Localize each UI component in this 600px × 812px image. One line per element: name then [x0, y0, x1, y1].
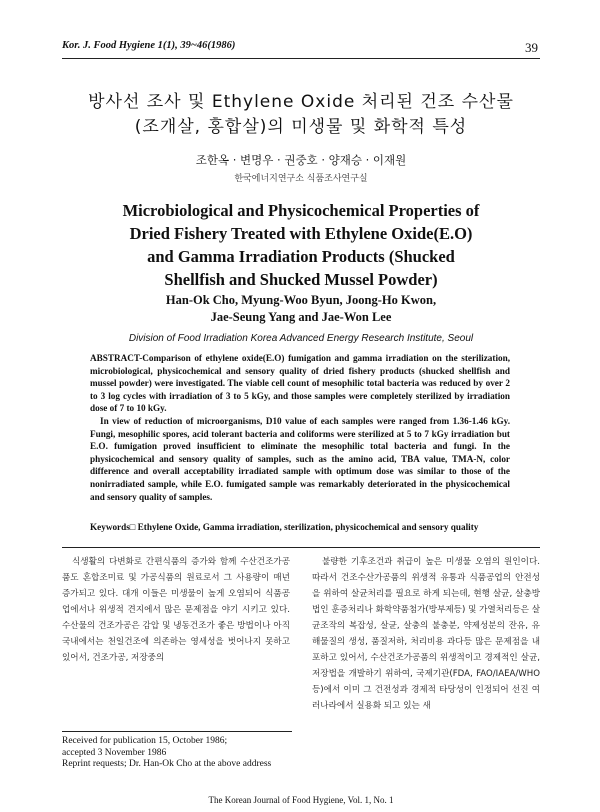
received-line: Received for publication 15, October 1986;: [62, 736, 228, 746]
english-authors-line: Han-Ok Cho, Myung-Woo Byun, Joong-Ho Kwon,: [165, 293, 437, 307]
english-authors-line: Jae-Seung Yang and Jae-Won Lee: [210, 310, 392, 324]
body-paragraph: 식생활의 다변화로 간편식품의 증가와 함께 수산건조가공품도 혼합조미료 및 가공식품의 원료로서 그 사용량이 매년 증가되고 있다. 대개 이들은 미생물이 높게 오염되어 식품공업에서나 위생적 견지에서 많은 문제점을 야기 시키고 있다. 수산물의 건조가공은 감압 및 냉동건조가 좋은 방법이나 아직 국내에서는 천일건조에 의존하는 영세성을 벗어나지 못하고 있어서, 건조가공, 저장중의: [62, 557, 290, 663]
received-line: accepted 3 November 1986: [62, 747, 167, 758]
english-title-line: Microbiological and Physicochemical Properties of: [122, 201, 480, 220]
page-footer: The Korean Journal of Food Hygiene, Vol. 1, No. 1: [208, 795, 394, 805]
body-paragraph: 불량한 기후조건과 취급이 높은 미생물 오염의 원인이다. 따라서 건조수산가공품의 위생적 유통과 식품공업의 안전성을 위하여 살균처리를 필요로 하게 되는데, 현행 살균, 살충방법인 훈증처리나 화학약품첨가(방부제등) 및 가열처리등은 살균조작의 복잡성, 살균, 살충의 불충분, 약제성분의 잔유, 유해물질의 생성, 품질저하, 처리비용 과다등 많은 문제점을 내포하고 있어서, 수산건조가공품의 위생적이고 경제적인 살균, 저장법을 개발하기 위하여, 국제기관(FDA, FAO/IAEA/WHO 등)에서 이미 그 건전성과 경제적 타당성이 인정되어 선진 여러나라에서 실용화 되고 있는 새: [312, 557, 540, 711]
keywords: Keywords□ Ethylene Oxide, Gamma irradiation, sterilization, physicochemical and sensory quality: [90, 522, 479, 532]
received-note: [62, 736, 292, 771]
english-affiliation: Division of Food Irradiation Korea Advanced Energy Research Institute, Seoul: [128, 333, 474, 344]
journal-citation: Kor. J. Food Hygiene 1(1), 39~46(1986): [62, 40, 236, 51]
korean-title-line: 방사선 조사 및 Ethylene Oxide 처리된 건조 수산물: [88, 92, 514, 112]
body-column-right: [312, 554, 540, 794]
header-rule: [62, 58, 540, 59]
english-authors: [62, 292, 540, 326]
abstract-rule: [62, 547, 540, 548]
received-line: Reprint requests; Dr. Han-Ok Cho at the above address: [62, 759, 272, 769]
page-number: 39: [525, 40, 538, 55]
korean-authors: 조한옥 · 변명우 · 권중호 · 양재승 · 이재원: [195, 153, 407, 167]
korean-title: [62, 90, 540, 140]
footnote-rule: [62, 731, 292, 732]
korean-affiliation: 한국에너지연구소 식품조사연구실: [234, 174, 368, 184]
abstract-paragraph: In view of reduction of microorganisms, D10 value of each samples were ranged from 1.36-1.46 kGy. Fungi, mesophilic spores, acid tolerant bacteria and coliforms were sterilized at 5 to 7 kGy irradiation but E.O. fumigation proved insufficient to eliminate the mesophilic total bacteria and fungi. In the physicochemical and sensory quality of samples, such as the amino acid, TBA value, TMA-N, color difference and overall acceptability irradiated sample with optimum dose was similar to those of the nonirradiated sample, while E.O. fumigated sample was remarkably deteriorated in the physicochemical and sensory quality of samples.: [90, 415, 510, 502]
body-column-left: [62, 554, 290, 728]
english-title-line: Dried Fishery Treated with Ethylene Oxide(E.O): [129, 224, 473, 243]
abstract-paragraph: ABSTRACT-Comparison of ethylene oxide(E.O) fumigation and gamma irradiation on the sterilization, microbiological, physicochemical and sensory quality of dried fishery products (shucked shellfish and mussel powder) were investigated. The viable cell count of mesophilic total bacteria was reduced by over 2 to 3 log cycles with irradiation of 3 to 5 kGy, and those samples were completely sterilized by irradiation dose of 7 to 10 kGy.: [90, 353, 510, 414]
korean-title-line: (조개살, 홍합살)의 미생물 및 화학적 특성: [134, 117, 468, 137]
english-title-line: and Gamma Irradiation Products (Shucked: [147, 247, 455, 266]
abstract: [90, 352, 510, 503]
english-title: [62, 199, 540, 291]
english-title-line: Shellfish and Shucked Mussel Powder): [164, 270, 438, 289]
